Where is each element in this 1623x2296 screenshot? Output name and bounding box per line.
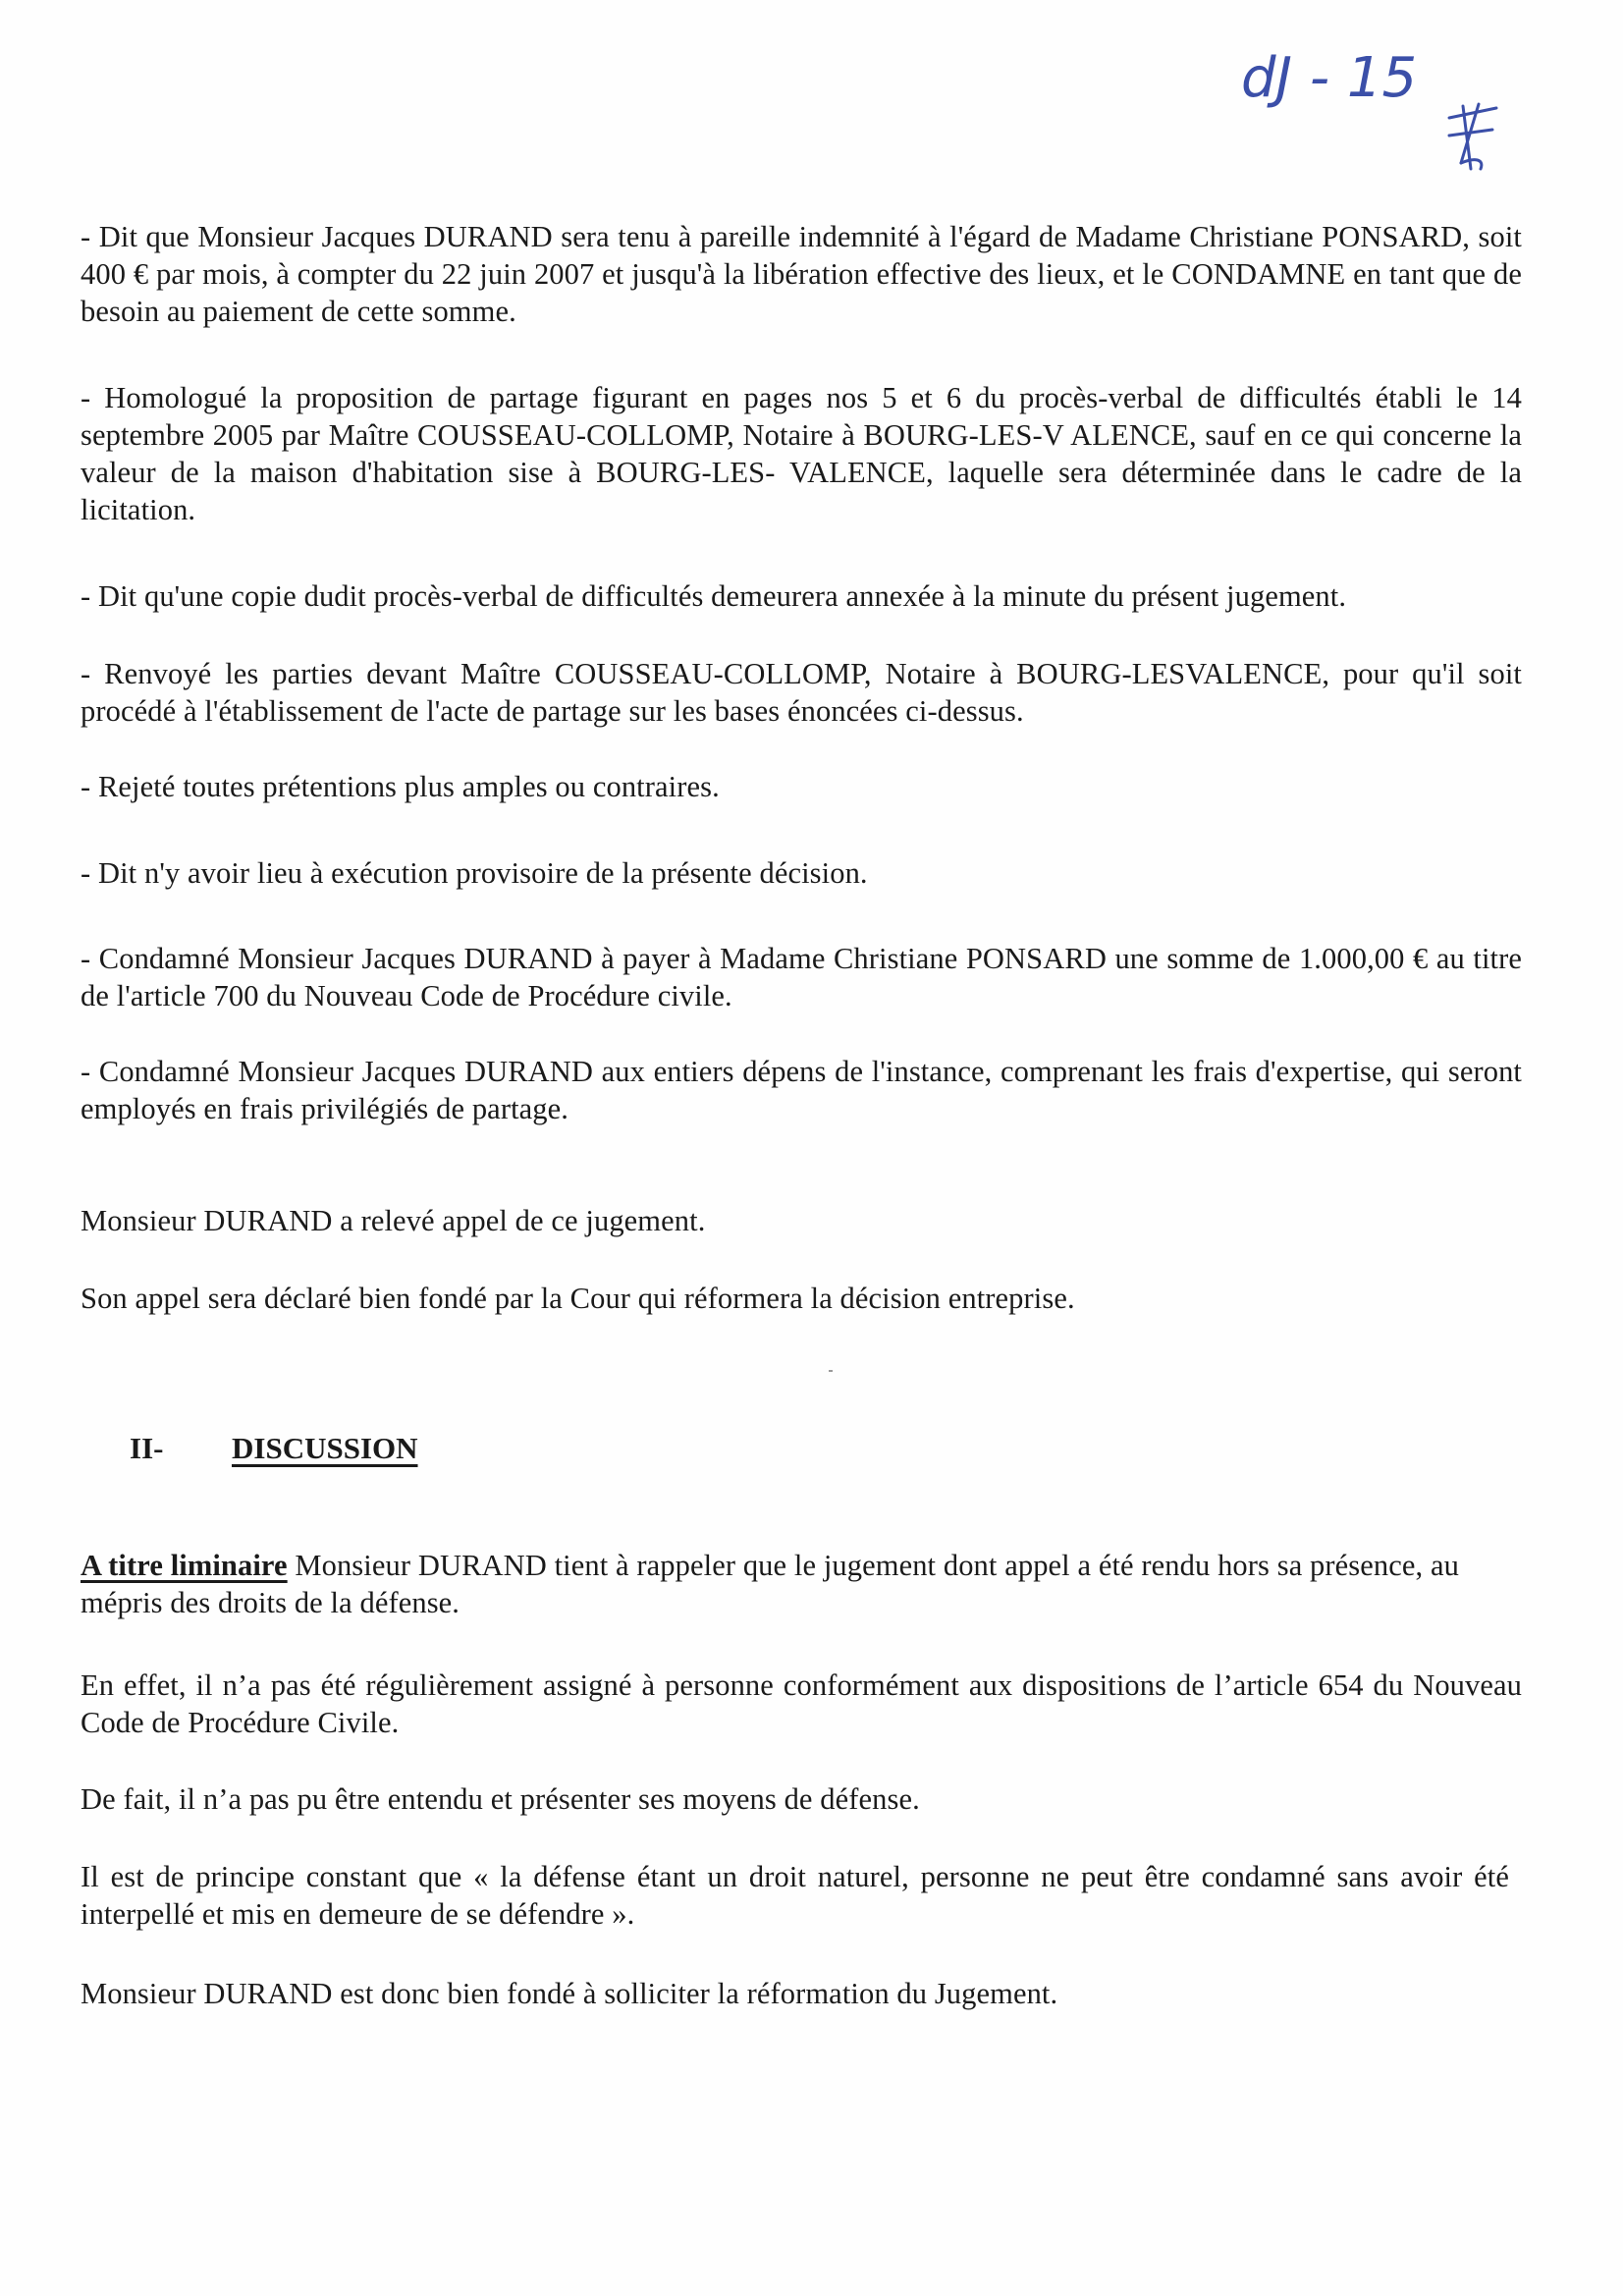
paragraph-reformation: Monsieur DURAND est donc bien fondé à solliciter la réformation du Jugement. [81,1977,1058,2010]
paragraph-condamne-article-700: - Condamné Monsieur Jacques DURAND à payer à Madame Christiane PONSARD une somme de 1.000,00 € au titre de l'article 700 du Nouveau Code de Procédure civile. [81,942,1522,1012]
paragraph-entendu: De fait, il n’a pas pu être entendu et présenter ses moyens de défense. [81,1782,920,1816]
paragraph-titre-liminaire [81,1547,1475,1621]
paragraph-renvoye: - Renvoyé les parties devant Maître COUSSEAU-COLLOMP, Notaire à BOURG-LESVALENCE, pour qu'il soit procédé à l'établissement de l'acte de partage sur les bases énoncées ci-dessus. [81,657,1522,728]
paragraph-liminaire-text: Monsieur DURAND tient à rappeler que le jugement dont appel a été rendu hors sa présence, au mépris des droits de la défense. [81,1549,1459,1619]
paragraph-assignation: En effet, il n’a pas été régulièrement assigné à personne conformément aux dispositions de l’article 654 du Nouveau Code de Procédure Civile. [81,1668,1522,1739]
paragraph-appel: Monsieur DURAND a relevé appel de ce jugement. [81,1204,706,1237]
handwritten-annotation-text: dJ - 15 [1241,46,1418,110]
paragraph-condamne-depens: - Condamné Monsieur Jacques DURAND aux entiers dépens de l'instance, comprenant les frais d'expertise, qui seront employés en frais privilégiés de partage. [81,1055,1522,1125]
paragraph-appel-fonde: Son appel sera déclaré bien fondé par la Cour qui réformera la décision entreprise. [81,1282,1075,1315]
scan-speck [829,1370,833,1372]
paragraph-indemnite: - Dit que Monsieur Jacques DURAND sera tenu à pareille indemnité à l'égard de Madame Christiane PONSARD, soit 400 € par mois, à compter du 22 juin 2007 et jusqu'à la libération effective des lieux, et le CONDAMNE en tant que de besoin au paiement de cette somme. [81,220,1522,328]
handwritten-scribble-icon [1449,104,1496,169]
paragraph-principe-constant: Il est de principe constant que « la défense étant un droit naturel, personne ne peut être condamné sans avoir été interpellé et mis en demeure de se défendre ». [81,1860,1509,1931]
section-number: II- [130,1431,164,1465]
paragraph-execution-provisoire: - Dit n'y avoir lieu à exécution provisoire de la présente décision. [81,856,868,890]
section-title: DISCUSSION [232,1431,418,1465]
paragraph-rejete: - Rejeté toutes prétentions plus amples ou contraires. [81,770,720,803]
paragraph-copie-proces-verbal: - Dit qu'une copie dudit procès-verbal de difficultés demeurera annexée à la minute du présent jugement. [81,579,1347,613]
inline-title-liminaire: A titre liminaire [81,1549,288,1582]
handwritten-annotation [1239,39,1524,177]
paragraph-homologue: - Homologué la proposition de partage figurant en pages nos 5 et 6 du procès-verbal de difficultés établi le 14 septembre 2005 par Maître COUSSEAU-COLLOMP, Notaire à BOURG-LES-V ALENCE, sauf en ce qui concerne la valeur de la maison d'habitation sise à BOURG-LES- VALENCE, laquelle sera déterminée dans le cadre de la licitation. [81,381,1522,526]
